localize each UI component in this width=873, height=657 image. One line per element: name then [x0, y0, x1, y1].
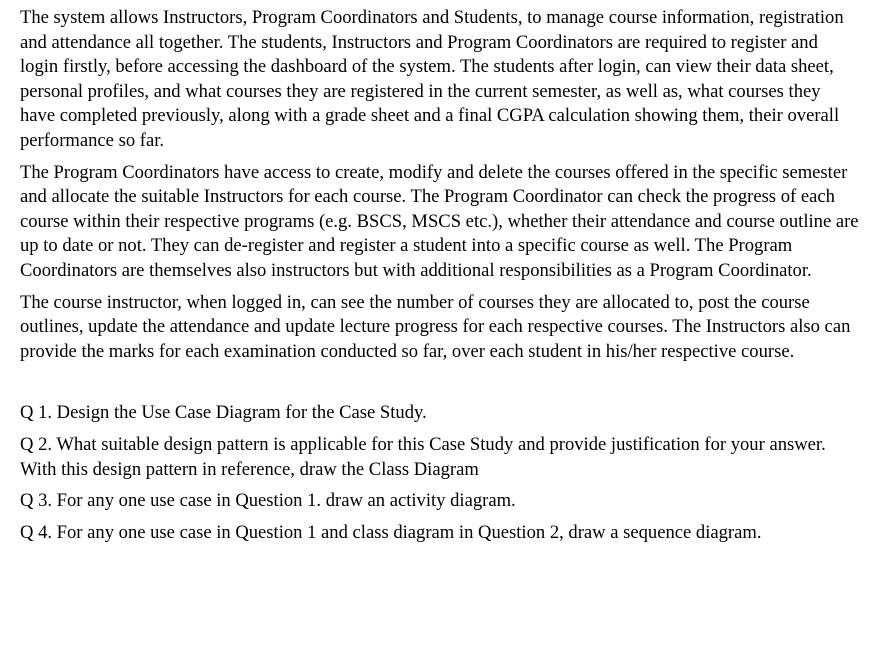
question-2: Q 2. What suitable design pattern is applicable for this Case Study and provide justification for your answer. With this design pattern in reference, draw the Class Diagram — [20, 433, 826, 480]
question-3: Q 3. For any one use case in Question 1. draw an activity diagram. — [20, 490, 516, 512]
question-4: Q 4. For any one use case in Question 1 and class diagram in Question 2, draw a sequence diagram. — [20, 521, 762, 543]
case-study-section — [20, 6, 860, 364]
document-body — [20, 6, 860, 545]
case-study-paragraph-program-coordinators: The Program Coordinators have access to create, modify and delete the courses offered in the specific semester and allocate the suitable Instructors for each course. The Program Coordinator can check the progress of each course within their respective programs (e.g. BSCS, MSCS etc.), whether their attendance and course outline are up to date or not. They can de-register and register a student into a specific course as well. The Program Coordinators are themselves also instructors but with additional responsibilities as a Program Coordinator. — [20, 161, 859, 281]
case-study-paragraph-system-overview: The system allows Instructors, Program Coordinators and Students, to manage course information, registration and attendance all together. The students, Instructors and Program Coordinators are required to register and login firstly, before accessing the dashboard of the system. The students after login, can view their data sheet, personal profiles, and what courses they are registered in the current semester, as well as, what courses they have completed previously, along with a grade sheet and a final CGPA calculation showing them, their overall performance so far. — [20, 7, 844, 151]
questions-section — [20, 401, 860, 545]
question-1: Q 1. Design the Use Case Diagram for the Case Study. — [20, 402, 427, 424]
case-study-paragraph-instructors: The course instructor, when logged in, can see the number of courses they are allocated to, post the course outlines, update the attendance and update lecture progress for each respective courses. The Instructors also can provide the marks for each examination conducted so far, over each student in his/her respective course. — [20, 291, 851, 362]
